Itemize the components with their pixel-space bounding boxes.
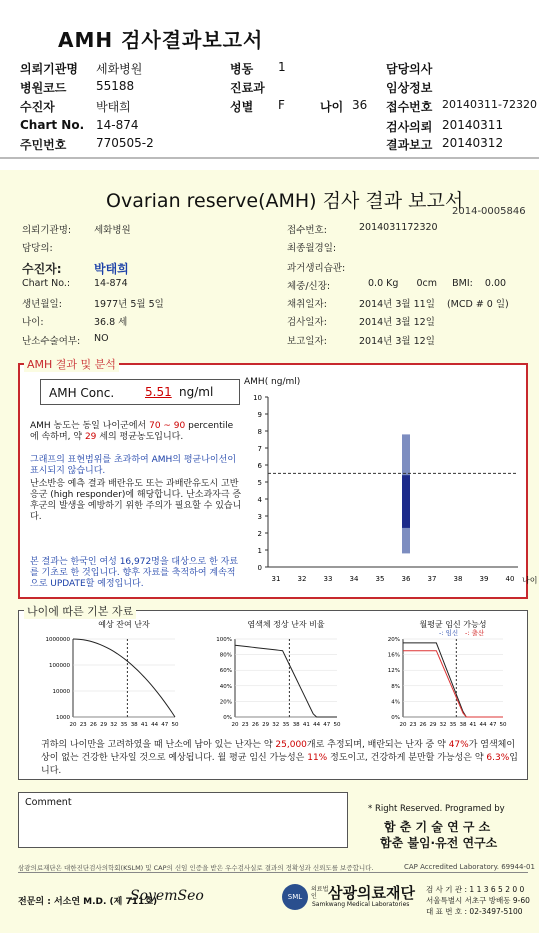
amh-x-tick-label: 34 — [349, 575, 359, 583]
amh-x-tick-label: 32 — [297, 575, 307, 583]
amh-box-bar — [402, 475, 410, 528]
amh-section-title: AMH 결과 및 분석 — [24, 356, 119, 372]
label-sex: 성별 — [230, 100, 254, 114]
summary-d: 47% — [448, 740, 469, 750]
basic-x-tick-label: 23 — [79, 722, 87, 728]
report-value-patient: 박태희 — [94, 262, 129, 276]
amh-y-tick-label: 3 — [257, 513, 262, 521]
report-label-lmp: 최종월경일: — [287, 243, 337, 254]
basic-y-tick-label: 100% — [216, 637, 232, 643]
amh-conc-value: 5.51 — [145, 385, 172, 399]
summary-g: 정도이고, 건강하게 분만할 가능성은 약 — [330, 753, 484, 763]
amh-para1c: percentile에 속하며, 약 — [30, 421, 234, 442]
credit-line2: 함 춘 기 술 연 구 소 — [384, 820, 491, 834]
report-sheet — [0, 170, 539, 933]
report-label-report: 보고일자: — [287, 336, 327, 347]
basic-x-tick-label: 35 — [120, 722, 128, 728]
amh-x-tick-label: 31 — [271, 575, 281, 583]
basic-summary — [41, 739, 521, 778]
basic-x-tick-label: 47 — [323, 722, 331, 728]
report-value-chart: 14-874 — [94, 278, 128, 289]
report-value-birth: 1977년 5월 5일 — [94, 299, 164, 310]
org-name: 삼광의료재단 — [328, 884, 415, 902]
amh-y-tick-label: 9 — [257, 411, 262, 419]
basic-x-tick-label: 50 — [333, 722, 341, 728]
report-label-collect: 채취일자: — [287, 299, 327, 310]
basic-x-tick-label: 38 — [459, 722, 467, 728]
summary-h: 6.3% — [486, 753, 510, 763]
amh-para-graph-note: 그래프의 표현범위를 초과하여 AMH의 평균나이선이 표시되지 않습니다. — [30, 455, 237, 476]
amh-x-tick-label: 38 — [453, 575, 463, 583]
summary-c: 개로 추정되며, 배란되는 난자 중 약 — [306, 740, 446, 750]
basic-x-tick-label: 29 — [429, 722, 437, 728]
report-label-doctor: 담당의: — [22, 243, 53, 254]
basic-x-tick-label: 20 — [399, 722, 407, 728]
basic-x-tick-label: 32 — [439, 722, 447, 728]
label-institution: 의뢰기관명 — [20, 62, 78, 76]
header-title: AMH 검사결과보고서 — [58, 28, 264, 52]
basic-section — [18, 610, 528, 780]
basic-curve — [73, 639, 175, 717]
basic-x-tick-label: 35 — [449, 722, 457, 728]
report-number: 2014-0005846 — [452, 206, 526, 217]
amh-y-tick-label: 8 — [257, 428, 262, 436]
basic-chart-title: 염색체 정상 난자 비율 — [247, 620, 325, 629]
report-value-surgery: NO — [94, 333, 109, 344]
summary-f: 11% — [307, 753, 328, 763]
footer-divider — [18, 872, 528, 873]
amh-conc-box — [40, 379, 240, 405]
org-logo-text: SML — [287, 893, 303, 901]
basic-x-tick-label: 29 — [262, 722, 270, 728]
legend-birth: -: 출산 — [465, 629, 485, 637]
report-value-report: 2014년 3월 12일 — [359, 336, 435, 347]
amh-x-tick-label: 36 — [401, 575, 411, 583]
basic-x-tick-label: 23 — [241, 722, 249, 728]
org-code: 검 사 기 관 : 1 1 3 6 5 2 0 0 — [426, 885, 525, 894]
basic-y-tick-label: 20% — [219, 699, 232, 706]
footer-doctor: 전문의 : 서소연 M.D. (제 711호) — [18, 897, 158, 907]
label-patient: 수진자 — [20, 100, 55, 114]
label-receipt-no: 접수번호 — [386, 100, 433, 114]
summary-e: 가 염색체이상이 없는 건강한 난자일 것으로 예상됩니다. 월 평균 임신 가능성은 — [41, 740, 516, 763]
basic-y-tick-label: 0% — [223, 715, 232, 721]
basic-x-tick-label: 32 — [272, 722, 280, 728]
basic-charts — [25, 619, 523, 737]
label-chart-no: Chart No. — [20, 118, 85, 132]
report-value-age: 36.8 세 — [94, 317, 128, 328]
basic-x-tick-label: 41 — [302, 722, 310, 728]
summary-a: 귀하의 나이만을 고려하였을 때 난소에 남아 있는 난자는 약 — [41, 740, 273, 750]
basic-x-tick-label: 44 — [479, 722, 487, 728]
report-value-institution: 세화병원 — [94, 225, 131, 236]
report-value-receipt: 2014031172320 — [359, 222, 438, 233]
value-report-date: 20140312 — [442, 136, 504, 150]
report-label-chart: Chart No.: — [22, 278, 71, 289]
basic-chart-title: 월평균 임신 가능성 — [419, 620, 487, 629]
amh-chart-ylabel: AMH( ng/ml) — [244, 377, 301, 387]
amh-y-tick-label: 4 — [257, 496, 262, 504]
basic-x-tick-label: 23 — [409, 722, 417, 728]
basic-y-tick-label: 10000 — [52, 689, 70, 695]
amh-y-tick-label: 7 — [257, 445, 262, 453]
amh-para1b: 70 ~ 90 — [149, 421, 186, 431]
value-receipt-no: 20140311-72320 — [442, 98, 537, 111]
value-sex: F — [278, 98, 285, 112]
basic-x-tick-label: 26 — [251, 722, 259, 728]
footer-note: 삼광의료재단은 대한진단검사의학회(KSLM) 및 CAP의 신임 인증을 받은 우수검사실로 결과의 정확성과 신뢰도를 보증합니다. — [18, 864, 374, 872]
amh-para-response: 난소반응 예측 결과 배란유도 또는 과배란유도시 고반응군 (high responder)에 해당합니다. 난소과자극 증후군의 발생을 예방하기 위한 주의가 필요할 수 있습니다. — [30, 479, 242, 522]
label-department: 진료과 — [230, 81, 265, 95]
basic-x-tick-label: 38 — [130, 722, 138, 728]
report-value-test: 2014년 3월 12일 — [359, 317, 435, 328]
basic-y-tick-label: 20% — [387, 637, 400, 643]
footer-cap: CAP Accredited Laboratory. 69944-01 — [404, 863, 535, 871]
basic-x-tick-label: 20 — [69, 722, 77, 728]
amh-y-tick-label: 10 — [253, 394, 262, 402]
label-hospital-code: 병원코드 — [20, 81, 67, 95]
basic-x-tick-label: 38 — [292, 722, 300, 728]
basic-y-tick-label: 12% — [387, 668, 400, 675]
basic-curve — [235, 645, 337, 717]
label-clinical-info: 임상정보 — [386, 81, 433, 95]
summary-i: 입니다. — [41, 753, 518, 776]
amh-para1d: 29 — [84, 432, 97, 442]
amh-para-source: 본 결과는 한국인 여성 16,972명을 대상으로 한 자료를 기초로 한 것입니다. 향후 자료를 축적하여 계속적으로 UPDATE할 예정입니다. — [30, 557, 239, 589]
summary-b: 25,000 — [275, 740, 307, 750]
basic-y-tick-label: 60% — [219, 668, 232, 675]
amh-para1a: AMH 농도는 동일 나이군에서 — [30, 421, 147, 431]
report-value-collect: 2014년 3월 11일 (MCD # 0 일) — [359, 299, 509, 310]
amh-y-tick-label: 0 — [257, 564, 262, 572]
basic-y-tick-label: 1000 — [56, 715, 70, 721]
basic-y-tick-label: 0% — [391, 715, 400, 721]
basic-x-tick-label: 44 — [151, 722, 159, 728]
label-doctor: 담당의사 — [386, 62, 433, 76]
basic-y-tick-label: 100000 — [49, 663, 70, 669]
label-ward: 병동 — [230, 62, 254, 76]
amh-y-tick-label: 2 — [257, 530, 262, 538]
legend-pregnancy: -: 임신 — [439, 629, 459, 637]
basic-x-tick-label: 44 — [313, 722, 321, 728]
value-id-number: 770505-2 — [96, 136, 154, 150]
amh-x-tick-label: 35 — [375, 575, 385, 583]
comment-box — [18, 792, 348, 848]
value-patient: 박태희 — [96, 100, 131, 114]
divider — [0, 157, 539, 159]
basic-y-tick-label: 4% — [391, 699, 400, 706]
amh-x-tick-label: 37 — [427, 575, 437, 583]
doctor-signature: SoyemSeo — [130, 888, 204, 904]
value-ward: 1 — [278, 60, 286, 74]
amh-chart — [240, 389, 538, 589]
basic-x-tick-label: 50 — [171, 722, 179, 728]
comment-label: Comment — [25, 797, 72, 808]
basic-x-tick-label: 26 — [419, 722, 427, 728]
basic-x-tick-label: 26 — [89, 722, 97, 728]
amh-conc-unit: ng/ml — [179, 385, 214, 399]
amh-y-tick-label: 1 — [257, 547, 262, 555]
basic-x-tick-label: 47 — [161, 722, 169, 728]
value-institution: 세화병원 — [96, 62, 143, 76]
amh-x-tick-label: 40 — [505, 575, 515, 583]
amh-x-axis-label: 나이 — [522, 576, 538, 585]
report-label-surgery: 난소수술여부: — [22, 336, 81, 347]
basic-y-tick-label: 40% — [219, 683, 232, 690]
basic-curve-birth — [403, 651, 503, 717]
value-chart-no: 14-874 — [96, 118, 139, 132]
basic-x-tick-label: 29 — [100, 722, 108, 728]
amh-para1e: 세의 평균농도입니다. — [99, 432, 184, 442]
label-age: 나이 — [320, 100, 344, 114]
org-phone: 대 표 번 호 : 02-3497-5100 — [426, 907, 523, 916]
amh-y-tick-label: 5 — [257, 479, 262, 487]
amh-y-tick-label: 6 — [257, 462, 262, 470]
label-id-number: 주민번호 — [20, 138, 67, 152]
basic-y-tick-label: 8% — [391, 683, 400, 690]
org-logo-icon — [282, 884, 308, 910]
value-age: 36 — [352, 98, 368, 112]
org-prefix: 의료법인 — [311, 886, 329, 900]
amh-x-tick-label: 39 — [479, 575, 489, 583]
basic-y-tick-label: 1000000 — [45, 637, 70, 643]
value-request-date: 20140311 — [442, 118, 504, 132]
amh-para-percentile — [30, 421, 240, 443]
basic-y-tick-label: 16% — [387, 652, 400, 659]
basic-section-title: 나이에 따른 기본 자료 — [24, 603, 136, 619]
credit-line1: * Right Reserved. Programed by — [368, 804, 505, 814]
report-label-history: 과거생리습관: — [287, 263, 346, 274]
report-title: Ovarian reserve(AMH) 검사 결과 보고서 — [106, 190, 464, 212]
report-label-test: 검사일자: — [287, 317, 327, 328]
report-label-patient: 수진자: — [22, 262, 62, 276]
basic-x-tick-label: 20 — [231, 722, 239, 728]
basic-x-tick-label: 35 — [282, 722, 290, 728]
label-request-date: 검사의뢰 — [386, 120, 433, 134]
basic-curve — [403, 643, 503, 717]
report-label-receipt: 접수번호: — [287, 225, 327, 236]
label-report-date: 결과보고 — [386, 138, 433, 152]
org-name-en: Samkwang Medical Laboratories — [312, 901, 410, 908]
value-hospital-code: 55188 — [96, 79, 135, 93]
report-label-birth: 생년월일: — [22, 299, 62, 310]
report-value-weight: 0.0 Kg 0cm BMI: 0.00 — [368, 278, 507, 289]
amh-conc-label: AMH Conc. — [49, 386, 115, 400]
amh-section — [18, 363, 538, 599]
basic-x-tick-label: 41 — [469, 722, 477, 728]
basic-x-tick-label: 50 — [499, 722, 507, 728]
org-address: 서울특별시 서초구 방배동 9-60 — [426, 896, 530, 905]
basic-x-tick-label: 32 — [110, 722, 118, 728]
report-label-age: 나이: — [22, 317, 44, 328]
basic-x-tick-label: 41 — [140, 722, 148, 728]
amh-x-tick-label: 33 — [323, 575, 333, 583]
basic-x-tick-label: 47 — [489, 722, 497, 728]
basic-y-tick-label: 80% — [219, 652, 232, 659]
basic-chart-title: 예상 잔여 난자 — [98, 620, 150, 629]
report-label-weight: 체중/신장: — [287, 281, 331, 292]
report-label-institution: 의뢰기관명: — [22, 225, 72, 236]
credit-line3: 함춘 불임·유전 연구소 — [380, 836, 498, 850]
